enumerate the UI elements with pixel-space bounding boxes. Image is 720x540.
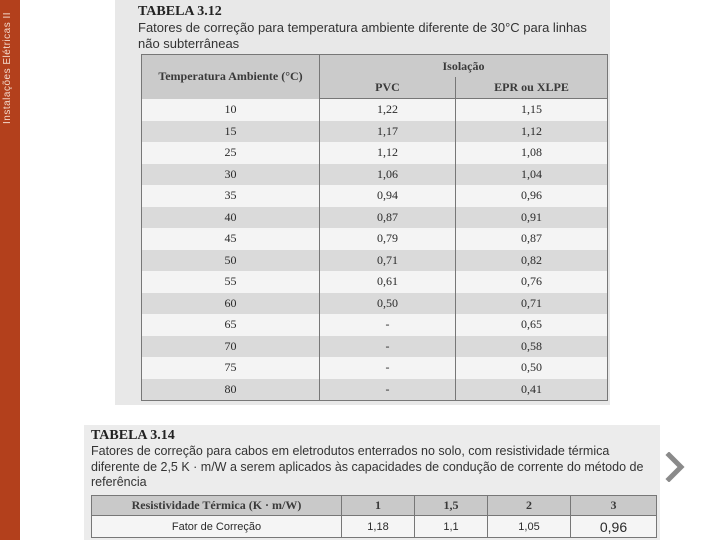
temperature-cell: 65: [142, 314, 320, 336]
temperature-cell: 40: [142, 207, 320, 229]
pvc-cell: 0,94: [320, 185, 456, 207]
epr-cell: 0,87: [456, 228, 608, 250]
temperature-cell: 45: [142, 228, 320, 250]
pvc-cell: -: [320, 336, 456, 358]
table-3-14: [91, 495, 657, 538]
table-row: [142, 164, 608, 186]
header-temperature: Temperatura Ambiente (°C): [142, 55, 320, 99]
pvc-cell: 0,79: [320, 228, 456, 250]
pvc-cell: 1,17: [320, 121, 456, 143]
pvc-cell: 1,06: [320, 164, 456, 186]
temperature-cell: 15: [142, 121, 320, 143]
table-3-14-caption: Fatores de correção para cabos em eletrodutos enterrados no solo, com resistividade térmica diferente de 2,5 K · m/W a serem aplicados às capacidades de condução de corrente do método de referência: [91, 444, 644, 489]
header-res-3: 3: [571, 496, 657, 516]
table-row: [142, 271, 608, 293]
side-accent-bar: [0, 0, 20, 540]
table-row: [142, 228, 608, 250]
table-row: [92, 516, 657, 538]
table-row: [142, 379, 608, 401]
pvc-cell: -: [320, 314, 456, 336]
temperature-cell: 50: [142, 250, 320, 272]
temperature-cell: 10: [142, 99, 320, 121]
epr-cell: 1,12: [456, 121, 608, 143]
course-title: Instalações Elétricas II: [2, 11, 13, 124]
table-row: [142, 357, 608, 379]
factor-cell: 0,96: [571, 516, 657, 538]
pvc-cell: 1,22: [320, 99, 456, 121]
temperature-cell: 70: [142, 336, 320, 358]
epr-cell: 0,96: [456, 185, 608, 207]
pvc-cell: 0,71: [320, 250, 456, 272]
header-epr-xlpe: EPR ou XLPE: [456, 77, 608, 99]
header-res-2: 2: [488, 496, 571, 516]
row-label-correction-factor: Fator de Correção: [92, 516, 342, 538]
factor-cell: 1,18: [342, 516, 415, 538]
table-row: [142, 314, 608, 336]
table-row: [142, 207, 608, 229]
pvc-cell: -: [320, 379, 456, 401]
pvc-cell: -: [320, 357, 456, 379]
epr-cell: 0,41: [456, 379, 608, 401]
header-res-1: 1: [342, 496, 415, 516]
epr-cell: 1,15: [456, 99, 608, 121]
table-row: [142, 293, 608, 315]
table-row: [142, 185, 608, 207]
pvc-cell: 0,61: [320, 271, 456, 293]
factor-cell: 1,1: [415, 516, 488, 538]
epr-cell: 0,82: [456, 250, 608, 272]
header-pvc: PVC: [320, 77, 456, 99]
temperature-cell: 35: [142, 185, 320, 207]
epr-cell: 0,50: [456, 357, 608, 379]
epr-cell: 1,04: [456, 164, 608, 186]
table-3-12-scan: [115, 0, 610, 405]
table-row: [142, 142, 608, 164]
pvc-cell: 1,12: [320, 142, 456, 164]
temperature-cell: 60: [142, 293, 320, 315]
table-row: [142, 99, 608, 121]
header-resistivity: Resistividade Térmica (K · m/W): [92, 496, 342, 516]
chevron-right-icon[interactable]: [664, 452, 686, 482]
epr-cell: 0,58: [456, 336, 608, 358]
epr-cell: 0,91: [456, 207, 608, 229]
temperature-cell: 55: [142, 271, 320, 293]
temperature-cell: 75: [142, 357, 320, 379]
temperature-cell: 80: [142, 379, 320, 401]
epr-cell: 1,08: [456, 142, 608, 164]
epr-cell: 0,71: [456, 293, 608, 315]
table-row: [142, 336, 608, 358]
header-res-1-5: 1,5: [415, 496, 488, 516]
table-3-14-title: TABELA 3.14: [91, 428, 175, 443]
epr-cell: 0,65: [456, 314, 608, 336]
table-3-14-scan: [84, 425, 660, 540]
temperature-cell: 25: [142, 142, 320, 164]
table-3-12-caption: Fatores de correção para temperatura ambiente diferente de 30°C para linhas não subterrâneas: [138, 20, 587, 51]
table-row: [142, 121, 608, 143]
header-insulation: Isolação: [320, 55, 608, 78]
pvc-cell: 0,50: [320, 293, 456, 315]
table-3-12: [141, 54, 608, 401]
table-row: [142, 250, 608, 272]
pvc-cell: 0,87: [320, 207, 456, 229]
epr-cell: 0,76: [456, 271, 608, 293]
temperature-cell: 30: [142, 164, 320, 186]
table-3-12-title: TABELA 3.12: [138, 4, 222, 19]
factor-cell: 1,05: [488, 516, 571, 538]
table-3-12-body: [142, 99, 608, 401]
